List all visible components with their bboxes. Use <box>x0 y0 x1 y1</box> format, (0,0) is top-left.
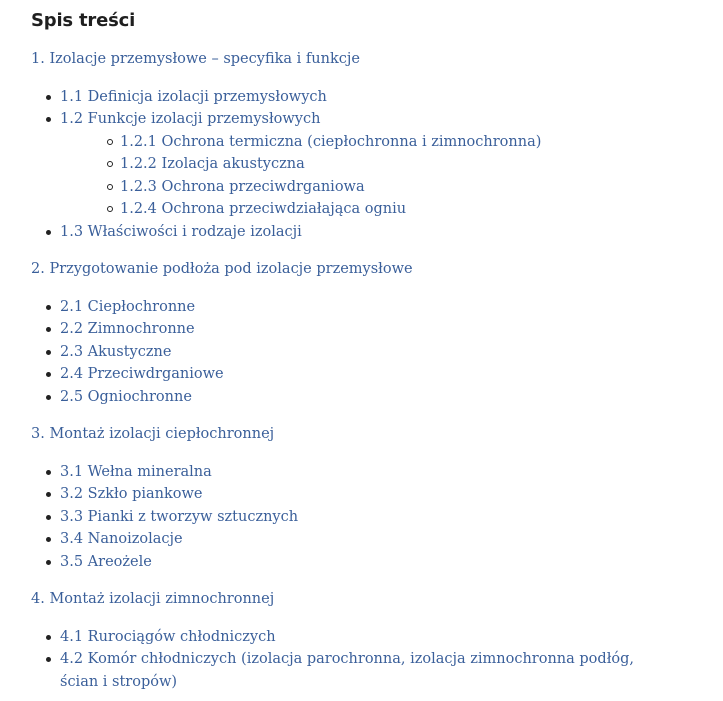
toc-link-3-5[interactable]: 3.5 Areożele <box>60 553 152 570</box>
toc-link-1-2-3[interactable]: 1.2.3 Ochrona przeciwdrganiowa <box>120 178 365 195</box>
list-item <box>60 341 711 364</box>
table-of-contents <box>31 8 711 693</box>
toc-link-section-3[interactable]: 3. Montaż izolacji ciepłochronnej <box>31 426 275 442</box>
toc-list-section-2 <box>31 296 711 409</box>
toc-list-section-4 <box>31 626 711 694</box>
list-item <box>60 221 711 244</box>
toc-list-section-3 <box>31 461 711 574</box>
list-item <box>60 626 711 649</box>
toc-link-2-2[interactable]: 2.2 Zimnochronne <box>60 321 195 337</box>
list-item <box>120 131 711 154</box>
toc-link-2-5[interactable]: 2.5 Ogniochronne <box>60 388 192 405</box>
list-item <box>60 108 711 221</box>
toc-link-section-4[interactable]: 4. Montaż izolacji zimnochronnej <box>31 591 275 607</box>
toc-link-1-2-2[interactable]: 1.2.2 Izolacja akustyczna <box>120 156 305 172</box>
toc-link-4-2-line-1: 4.2 Komór chłodniczych (izolacja parochronna, izolacja zimnochronna podłóg, <box>60 651 635 667</box>
toc-list-section-1 <box>31 86 711 244</box>
list-item <box>60 483 711 506</box>
toc-link-2-4[interactable]: 2.4 Przeciwdrganiowe <box>60 366 224 382</box>
toc-link-2-3[interactable]: 2.3 Akustyczne <box>60 343 172 360</box>
list-item <box>60 386 711 409</box>
toc-section-3 <box>31 423 711 588</box>
toc-link-3-2[interactable]: 3.2 Szkło piankowe <box>60 486 203 502</box>
toc-link-4-1[interactable]: 4.1 Rurociągów chłodniczych <box>60 628 276 645</box>
toc-link-1-3[interactable]: 1.3 Właściwości i rodzaje izolacji <box>60 223 302 240</box>
toc-link-3-4[interactable]: 3.4 Nanoizolacje <box>60 531 183 547</box>
list-item <box>60 318 711 341</box>
list-item <box>60 528 711 551</box>
toc-link-1-2-1[interactable]: 1.2.1 Ochrona termiczna (ciepłochronna i zimnochronna) <box>120 133 542 150</box>
list-item <box>60 648 711 693</box>
list-item <box>60 296 711 319</box>
toc-link-1-1[interactable]: 1.1 Definicja izolacji przemysłowych <box>60 88 327 105</box>
toc-link-section-1[interactable]: 1. Izolacje przemysłowe – specyfika i funkcje <box>31 51 360 67</box>
toc-link-1-2-4[interactable]: 1.2.4 Ochrona przeciwdziałająca ogniu <box>120 201 407 217</box>
toc-section-4 <box>31 588 711 693</box>
toc-section-1 <box>31 48 711 258</box>
toc-section-2 <box>31 258 711 423</box>
list-item <box>60 461 711 484</box>
toc-link-2-1[interactable]: 2.1 Ciepłochronne <box>60 298 196 315</box>
list-item <box>120 153 711 176</box>
toc-title: Spis treści <box>31 10 136 31</box>
toc-link-4-2[interactable] <box>60 651 634 690</box>
toc-link-1-2[interactable]: 1.2 Funkcje izolacji przemysłowych <box>60 111 321 127</box>
list-item <box>120 176 711 199</box>
toc-link-3-1[interactable]: 3.1 Wełna mineralna <box>60 463 212 480</box>
list-item <box>60 506 711 529</box>
list-item <box>60 551 711 574</box>
list-item <box>60 86 711 109</box>
toc-sublist-1-2 <box>60 131 711 221</box>
list-item <box>120 198 711 221</box>
toc-link-4-2-line-2: ścian i stropów) <box>60 673 178 690</box>
list-item <box>60 363 711 386</box>
toc-link-section-2[interactable]: 2. Przygotowanie podłoża pod izolacje przemysłowe <box>31 261 413 277</box>
toc-link-3-3[interactable]: 3.3 Pianki z tworzyw sztucznych <box>60 508 299 525</box>
